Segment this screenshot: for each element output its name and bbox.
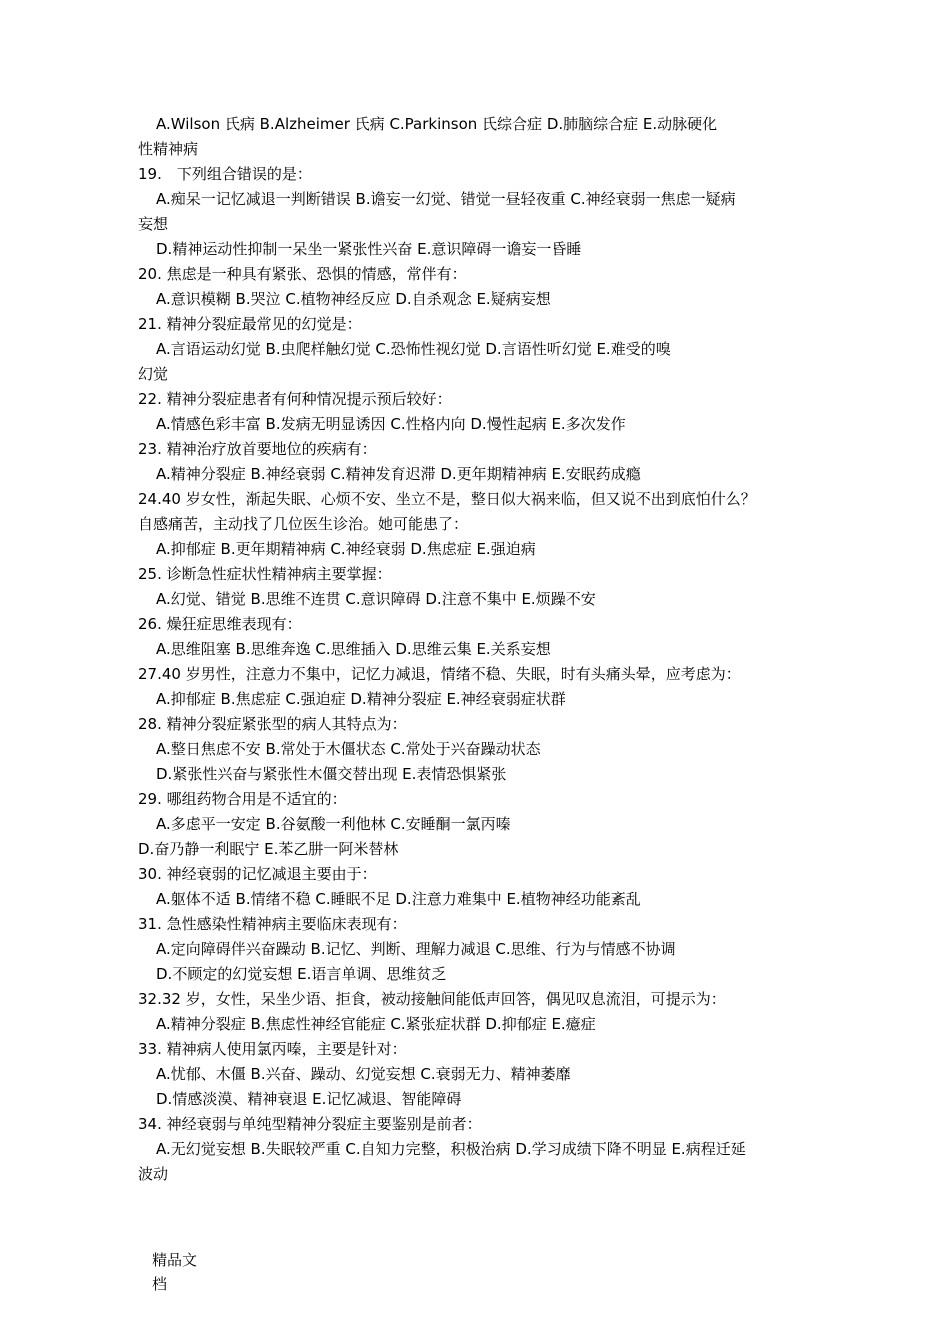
text-line: 22. 精神分裂症患者有何种情况提示预后较好： — [138, 390, 452, 408]
text-line: 23. 精神治疗放首要地位的疾病有： — [138, 440, 377, 458]
option-line: A.多虑平一安定 B.谷氨酸一利他林 C.安睡酮一氯丙嗪 — [156, 815, 511, 833]
question-list — [138, 112, 828, 1187]
text-line: 26. 燥狂症思维表现有： — [138, 615, 302, 633]
text-line: 32.32 岁，女性，呆坐少语、拒食，被动接触间能低声回答，偶见叹息流泪，可提示为： — [138, 990, 726, 1008]
text-line: 波动 — [138, 1165, 169, 1183]
option-line: A.定向障碍伴兴奋躁动 B.记忆、判断、理解力减退 C.思维、行为与情感不协调 — [156, 940, 676, 958]
text-line: 31. 急性感染性精神病主要临床表现有： — [138, 915, 407, 933]
option-line: A.言语运动幻觉 B.虫爬样触幻觉 C.恐怖性视幻觉 D.言语性听幻觉 E.难受的嗅 — [156, 340, 671, 358]
option-line: A.忧郁、木僵 B.兴奋、躁动、幻觉妄想 C.衰弱无力、精神萎靡 — [156, 1065, 571, 1083]
text-line: 29. 哪组药物合用是不适宜的： — [138, 790, 347, 808]
option-line: A.痴呆一记忆减退一判断错误 B.谵妄一幻觉、错觉一昼轻夜重 C.神经衰弱一焦虑一疑病 — [156, 190, 736, 208]
text-line: 28. 精神分裂症紧张型的病人其特点为： — [138, 715, 407, 733]
option-line: A.无幻觉妄想 B.失眠较严重 C.自知力完整，积极治病 D.学习成绩下降不明显 E.病程迁延 — [156, 1140, 746, 1158]
footer-watermark — [152, 1248, 197, 1296]
text-line: 20. 焦虑是一种具有紧张、恐惧的情感，常伴有： — [138, 265, 467, 283]
text-line: 幻觉 — [138, 365, 169, 383]
text-line: D.奋乃静一利眠宁 E.苯乙肼一阿米替林 — [138, 840, 399, 858]
option-line: D.不顾定的幻觉妄想 E.语言单调、思维贫乏 — [156, 965, 447, 983]
text-line: 24.40 岁女性，渐起失眠、心烦不安、坐立不是，整日似大祸来临，但又说不出到底怕什么？ — [138, 490, 756, 508]
option-line: A.躯体不适 B.情绪不稳 C.睡眠不足 D.注意力难集中 E.植物神经功能紊乱 — [156, 890, 641, 908]
text-line: 21. 精神分裂症最常见的幻觉是： — [138, 315, 362, 333]
option-line: A.意识模糊 B.哭泣 C.植物神经反应 D.自杀观念 E.疑病妄想 — [156, 290, 551, 308]
text-line: 34. 神经衰弱与单纯型精神分裂症主要鉴别是前者： — [138, 1115, 482, 1133]
footer-line-1: 精品文 — [152, 1251, 198, 1269]
option-line: A.抑郁症 B.更年期精神病 C.神经衰弱 D.焦虑症 E.强迫病 — [156, 540, 536, 558]
text-line: 性精神病 — [138, 140, 199, 158]
option-line: D.精神运动性抑制一呆坐一紧张性兴奋 E.意识障碍一谵妄一昏睡 — [156, 240, 582, 258]
text-line: 30. 神经衰弱的记忆减退主要由于： — [138, 865, 377, 883]
option-line: A.Wilson 氏病 B.Alzheimer 氏病 C.Parkinson 氏综合症 D.肺脑综合症 E.动脉硬化 — [156, 115, 718, 133]
option-line: A.情感色彩丰富 B.发病无明显诱因 C.性格内向 D.慢性起病 E.多次发作 — [156, 415, 626, 433]
option-line: D.紧张性兴奋与紧张性木僵交替出现 E.表情恐惧紧张 — [156, 765, 507, 783]
text-line: 27.40 岁男性，注意力不集中，记忆力减退，情绪不稳、失眠，时有头痛头晕，应考虑为： — [138, 665, 741, 683]
option-line: D.情感淡漠、精神衰退 E.记忆减退、智能障碍 — [156, 1090, 462, 1108]
text-line: 33. 精神病人使用氯丙嗪，主要是针对： — [138, 1040, 407, 1058]
option-line: A.抑郁症 B.焦虑症 C.强迫症 D.精神分裂症 E.神经衰弱症状群 — [156, 690, 566, 708]
text-line: 妄想 — [138, 215, 169, 233]
footer-line-2: 档 — [152, 1275, 168, 1293]
option-line: A.精神分裂症 B.神经衰弱 C.精神发育迟滞 D.更年期精神病 E.安眠药成瘾 — [156, 465, 641, 483]
text-line: 19. 下列组合错误的是： — [138, 165, 312, 183]
option-line: A.精神分裂症 B.焦虑性神经官能症 C.紧张症状群 D.抑郁症 E.癔症 — [156, 1015, 596, 1033]
text-line: 自感痛苦，主动找了几位医生诊治。她可能患了： — [138, 515, 469, 533]
text-line: 25. 诊断急性症状性精神病主要掌握： — [138, 565, 392, 583]
option-line: A.思维阻塞 B.思维奔逸 C.思维插入 D.思维云集 E.关系妄想 — [156, 640, 551, 658]
option-line: A.幻觉、错觉 B.思维不连贯 C.意识障碍 D.注意不集中 E.烦躁不安 — [156, 590, 596, 608]
option-line: A.整日焦虑不安 B.常处于木僵状态 C.常处于兴奋躁动状态 — [156, 740, 541, 758]
